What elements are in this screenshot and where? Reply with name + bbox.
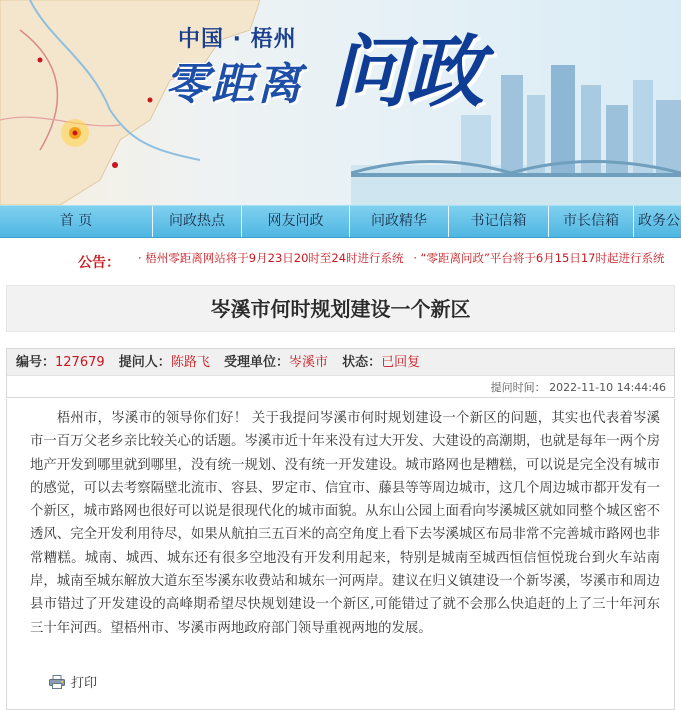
nav-item-netizen-questions[interactable]: 网友问政 — [267, 213, 324, 229]
post-body: 梧州市，岑溪市的领导你们好！ 关于我提问岑溪市何时规划建设一个新区的问题，其实也代表着岑溪市一百万父老乡亲比较关心的话题。岑溪市近十年来没有过大开发、大建设的高潮期，也就是每年一两个房地产开发到哪里就到哪里，没有统一规划、没有统一开发建设。城市路网也是糟糕，可以说是完全没有城市的感觉，可以去考察隔壁北流市、容县、罗定市、信宜市、藤县等等周边城市，这几个周边城市都开发有一个新区，城市路网也很好可以说是很现代化的城市面貌。从东山公园上面看向岑溪城区就如同整个城区密不透风、完全开发利用待尽，如果从航拍三五百米的高空角度上看下去岑溪城区布局非常不完善城市路网也非常糟糕。城南、城西、城东还有很多空地没有开发利用起来，特别是城南至城西恒信恒悦珑台到火车站南岸，城南至城东解放大道东至岑溪东收费站和城东一河两岸。建议在归义镇建设一个新岑溪，岑溪市和周边县市错过了开发建设的高峰期希望尽快规划建设一个新区,可能错过了就不会那么快追赶的上了三十年河东三十年河西。望梧州市、岑溪市两地政府部门领导重视两地的发展。 — [30, 411, 660, 636]
banner-title-big: 问政 — [330, 28, 483, 118]
announcement-ticker — [138, 250, 671, 266]
post-id: 127679 — [55, 355, 105, 370]
announcement-label: 公告： — [78, 255, 120, 271]
nav-item-featured[interactable]: 问政精华 — [371, 213, 427, 229]
print-button[interactable] — [49, 672, 97, 691]
nav-item-home[interactable]: 首 页 — [59, 213, 93, 229]
post-meta — [6, 348, 675, 398]
print-label: 打印 — [71, 676, 98, 691]
post-title-box — [6, 285, 675, 332]
printer-icon — [49, 675, 65, 689]
nav-item-government-affairs[interactable]: 政务公 — [638, 213, 680, 229]
header-banner — [0, 0, 681, 205]
post-id-label: 编号： — [16, 355, 56, 370]
banner-subtitle: 中国 · 梧州 — [178, 27, 297, 52]
status-label: 状态： — [342, 355, 382, 370]
nav-item-mayor-mailbox[interactable]: 市长信箱 — [563, 213, 619, 229]
post-meta-row — [7, 349, 674, 376]
announcement-bar — [0, 240, 681, 276]
main-nav — [0, 205, 681, 238]
nav-item-hot-topics[interactable]: 问政热点 — [169, 213, 225, 229]
unit-label: 受理单位： — [223, 355, 289, 370]
nav-item-secretary-mailbox[interactable]: 书记信箱 — [470, 213, 527, 229]
post-timestamp: 提问时间： 2022-11-10 14:44:46 — [490, 381, 666, 394]
banner-title: 零距离 — [165, 59, 303, 110]
post-content — [6, 399, 675, 710]
announcement-link[interactable]: · “零距离问政”平台将于6月15日17时起进行系统 — [413, 251, 665, 265]
announcement-link[interactable]: · 梧州零距离网站将于9月23日20时至24时进行系统 — [138, 251, 404, 265]
asker-name: 陈路飞 — [170, 355, 210, 370]
post-title: 岑溪市何时规划建设一个新区 — [210, 297, 471, 321]
status-badge: 已回复 — [381, 355, 421, 370]
handling-unit: 岑溪市 — [288, 355, 328, 370]
asker-label: 提问人： — [118, 355, 171, 370]
